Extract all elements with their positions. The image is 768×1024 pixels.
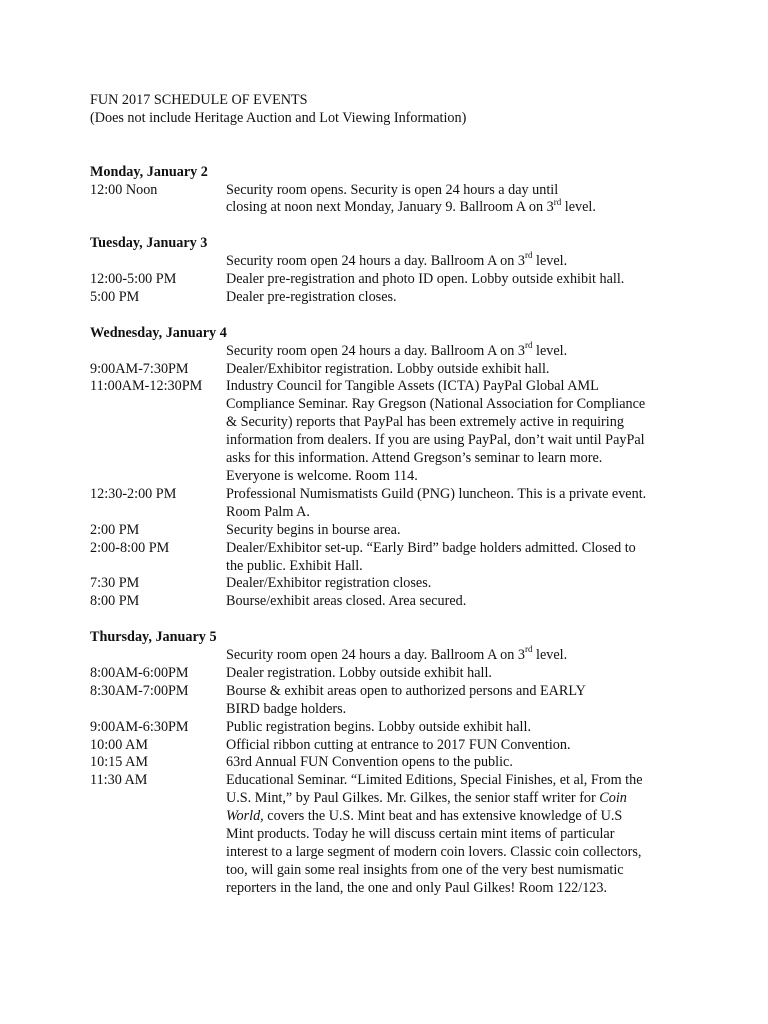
event-time: 8:00 PM (90, 593, 140, 610)
event-time: 10:00 AM (90, 736, 148, 753)
event-row (90, 339, 690, 361)
event-description (226, 289, 690, 307)
event-time: 9:00AM-7:30PM (90, 360, 189, 377)
description-line: Security room open 24 hours a day. Ballroom A on 3rd level. (226, 250, 568, 270)
description-line: interest to a large segment of modern coin lovers. Classic coin collectors, (226, 844, 642, 860)
event-description (226, 486, 690, 522)
description-line: Security room open 24 hours a day. Ballroom A on 3rd level. (226, 644, 568, 664)
event-description (226, 665, 690, 683)
description-line: Dealer registration. Lobby outside exhibit hall. (226, 664, 492, 681)
description-line: BIRD badge holders. (226, 700, 347, 717)
event-row (90, 540, 690, 576)
day-heading: Thursday, January 5 (90, 629, 217, 646)
day-section (90, 325, 690, 612)
description-line: Public registration begins. Lobby outside exhibit hall. (226, 718, 531, 735)
event-time: 8:30AM-7:00PM (90, 682, 189, 699)
description-line: Dealer/Exhibitor registration closes. (226, 575, 432, 592)
event-row (90, 250, 690, 271)
event-description (226, 250, 690, 271)
event-row (90, 271, 690, 289)
document-subtitle: (Does not include Heritage Auction and Lot Viewing Information) (90, 109, 467, 126)
description-line: the public. Exhibit Hall. (226, 557, 363, 574)
description-line: information from dealers. If you are using PayPal, don’t wait until PayPal (226, 432, 645, 449)
schedule-days (90, 164, 690, 898)
event-row (90, 575, 690, 593)
event-time: 2:00-8:00 PM (90, 539, 170, 556)
event-description (226, 593, 690, 611)
description-line: & Security) reports that PayPal has been extremely active in requiring (226, 414, 624, 431)
description-line: Industry Council for Tangible Assets (ICTA) PayPal Global AML (226, 378, 599, 395)
event-time: 8:00AM-6:00PM (90, 664, 189, 681)
description-line: Security begins in bourse area. (226, 521, 401, 538)
event-time (90, 647, 226, 665)
event-row (90, 522, 690, 540)
event-description (226, 522, 690, 540)
event-time: 11:30 AM (90, 772, 148, 789)
event-row (90, 719, 690, 737)
description-line: Bourse/exhibit areas closed. Area secured. (226, 593, 467, 610)
event-time: 7:30 PM (90, 575, 140, 592)
description-line: Educational Seminar. “Limited Editions, Special Finishes, et al, From the (226, 772, 643, 789)
description-line: Bourse & exhibit areas open to authorized persons and EARLY (226, 682, 586, 699)
event-row (90, 754, 690, 772)
day-heading: Tuesday, January 3 (90, 235, 208, 252)
description-line: Dealer/Exhibitor registration. Lobby outside exhibit hall. (226, 360, 550, 377)
event-description (226, 361, 690, 379)
description-line: Dealer pre-registration and photo ID open. Lobby outside exhibit hall. (226, 271, 625, 288)
event-description (226, 683, 690, 719)
description-line: reporters in the land, the one and only Paul Gilkes! Room 122/123. (226, 879, 608, 896)
description-line: Mint products. Today he will discuss certain mint items of particular (226, 826, 615, 843)
event-description (226, 644, 690, 665)
event-time: 5:00 PM (90, 288, 140, 305)
description-line: U.S. Mint,” by Paul Gilkes. Mr. Gilkes, the senior staff writer for Coin (226, 790, 627, 807)
event-row (90, 378, 690, 485)
event-row (90, 593, 690, 611)
day-section (90, 164, 690, 218)
event-description (226, 575, 690, 593)
event-time: 2:00 PM (90, 521, 140, 538)
event-time (90, 343, 226, 361)
day-heading: Monday, January 2 (90, 163, 208, 180)
description-line: Security room open 24 hours a day. Ballroom A on 3rd level. (226, 339, 568, 359)
event-description (226, 182, 690, 218)
event-time (90, 253, 226, 271)
description-line: asks for this information. Attend Gregson’s seminar to learn more. (226, 450, 603, 467)
event-time: 9:00AM-6:30PM (90, 718, 189, 735)
day-heading: Wednesday, January 4 (90, 324, 227, 341)
event-time: 12:30-2:00 PM (90, 485, 177, 502)
event-row (90, 737, 690, 755)
event-description (226, 540, 690, 576)
event-row (90, 683, 690, 719)
day-section (90, 629, 690, 898)
day-section (90, 235, 690, 307)
description-line: Security room opens. Security is open 24 hours a day until (226, 181, 559, 198)
event-row (90, 289, 690, 307)
event-description (226, 772, 690, 897)
event-row (90, 665, 690, 683)
event-description (226, 754, 690, 772)
event-row (90, 772, 690, 897)
description-line: Official ribbon cutting at entrance to 2017 FUN Convention. (226, 736, 571, 753)
event-time: 12:00 Noon (90, 181, 158, 198)
event-row (90, 486, 690, 522)
event-description (226, 271, 690, 289)
description-line: Room Palm A. (226, 503, 310, 520)
event-description (226, 719, 690, 737)
description-line: Dealer pre-registration closes. (226, 288, 397, 305)
document-title: FUN 2017 SCHEDULE OF EVENTS (90, 92, 308, 108)
event-time: 12:00-5:00 PM (90, 271, 177, 288)
description-line: Dealer/Exhibitor set-up. “Early Bird” badge holders admitted. Closed to (226, 539, 636, 556)
description-line: World, covers the U.S. Mint beat and has extensive knowledge of U.S (226, 808, 623, 825)
description-line: Professional Numismatists Guild (PNG) luncheon. This is a private event. (226, 485, 647, 502)
event-description (226, 737, 690, 755)
description-line: Compliance Seminar. Ray Gregson (National Association for Compliance (226, 396, 646, 413)
event-description (226, 339, 690, 361)
event-row (90, 361, 690, 379)
schedule-document (90, 92, 690, 898)
event-row (90, 182, 690, 218)
description-line: too, will gain some real insights from one of the very best numismatic (226, 861, 624, 878)
description-line: 63rd Annual FUN Convention opens to the public. (226, 754, 513, 771)
description-line: closing at noon next Monday, January 9. Ballroom A on 3rd level. (226, 196, 596, 216)
event-time: 10:15 AM (90, 754, 148, 771)
description-line: Everyone is welcome. Room 114. (226, 467, 418, 484)
event-time: 11:00AM-12:30PM (90, 378, 203, 395)
event-row (90, 644, 690, 665)
event-description (226, 378, 690, 485)
